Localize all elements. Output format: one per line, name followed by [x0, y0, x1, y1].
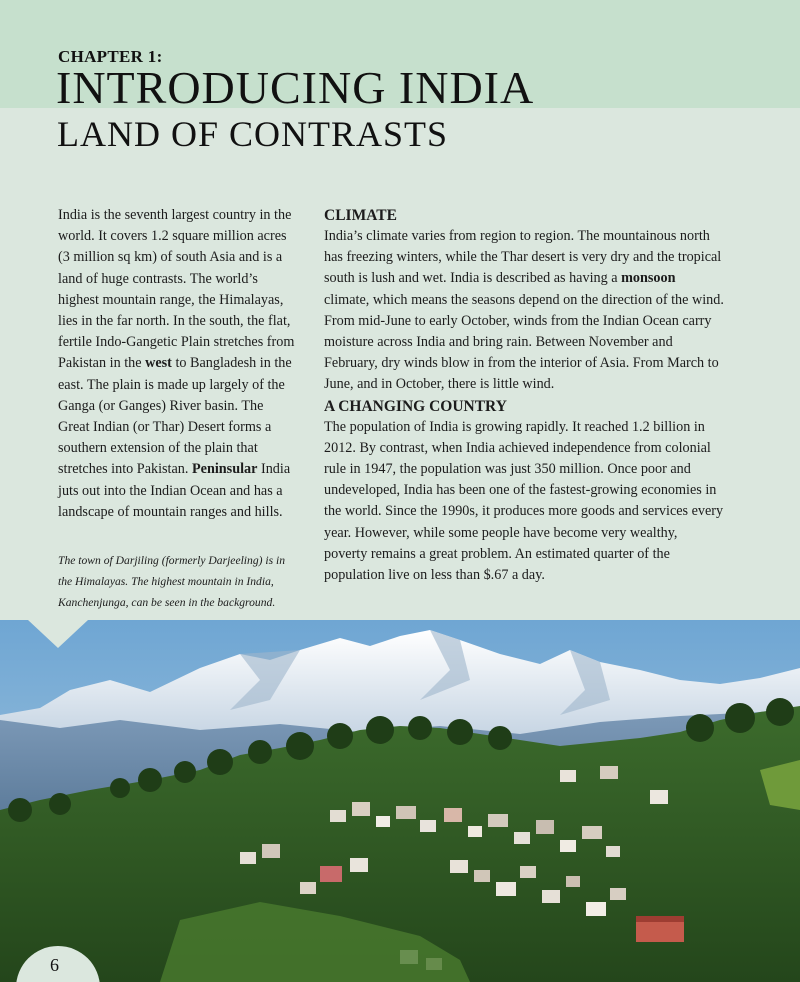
intro-text-3: India juts out into the Indian Ocean and has a landscape of mountain ranges and hills.: [58, 461, 291, 520]
chapter-title: INTRODUCING INDIA: [56, 62, 535, 113]
right-column: [324, 205, 724, 586]
climate-paragraph: [324, 226, 724, 396]
changing-country-paragraph: The population of India is growing rapidly. It reached 1.2 billion in 2012. By contrast, when India achieved independence from colonial rule in 1947, the population was just 350 million. Once poor and undeveloped, India has been one of the fastest-growing economies in the world. Since the 1990s, it produces more goods and services every year. However, while some people have become very wealthy, poverty remains a great problem. An estimated quarter of the population live on less than $.67 a day.: [324, 418, 724, 584]
climate-text-1: India’s climate varies from region to region. The mountainous north has freezing winters, while the Thar desert is very dry and the tropical south is lush and wet. India is described as having a: [324, 228, 722, 287]
term-peninsular: Peninsular: [191, 461, 258, 478]
page-number: 6: [50, 955, 59, 975]
intro-text-1: India is the seventh largest country in the world. It covers 1.2 square million acres (3 million sq km) of south Asia and is a land of huge contrasts. The world’s highest mountain range, the Himalayas, lies in the far north. In the south, the flat, fertile Indo-Gangetic Plain stretches from Pakistan in the: [58, 207, 295, 372]
photo-caption: The town of Darjiling (formerly Darjeeling) is in the Himalayas. The highest mountain in India, Kanchenjunga, can be seen in the background.: [58, 554, 286, 609]
climate-heading: CLIMATE: [324, 207, 397, 224]
term-west: west: [145, 355, 172, 372]
term-monsoon: monsoon: [621, 270, 676, 287]
intro-text-2: to Bangladesh in the east. The plain is made up largely of the Ganga (or Ganges) River basin. The Great Indian (or Thar) Desert forms a southern extension of the plain that stretches into Pakistan.: [58, 355, 292, 478]
chapter-subtitle: LAND OF CONTRASTS: [57, 114, 449, 154]
changing-country-heading: A CHANGING COUNTRY: [324, 397, 507, 415]
intro-paragraph: [58, 205, 298, 523]
chapter-label: CHAPTER 1:: [58, 47, 163, 66]
climate-text-2: climate, which means the seasons depend on the direction of the wind. From mid-June to early October, winds from the Indian Ocean carry moisture across India and bring rain. Between November and February, dry winds blow in from the interior of Asia. From March to June, and in October, there is little wind.: [324, 291, 724, 393]
darjiling-photo: [0, 620, 800, 982]
